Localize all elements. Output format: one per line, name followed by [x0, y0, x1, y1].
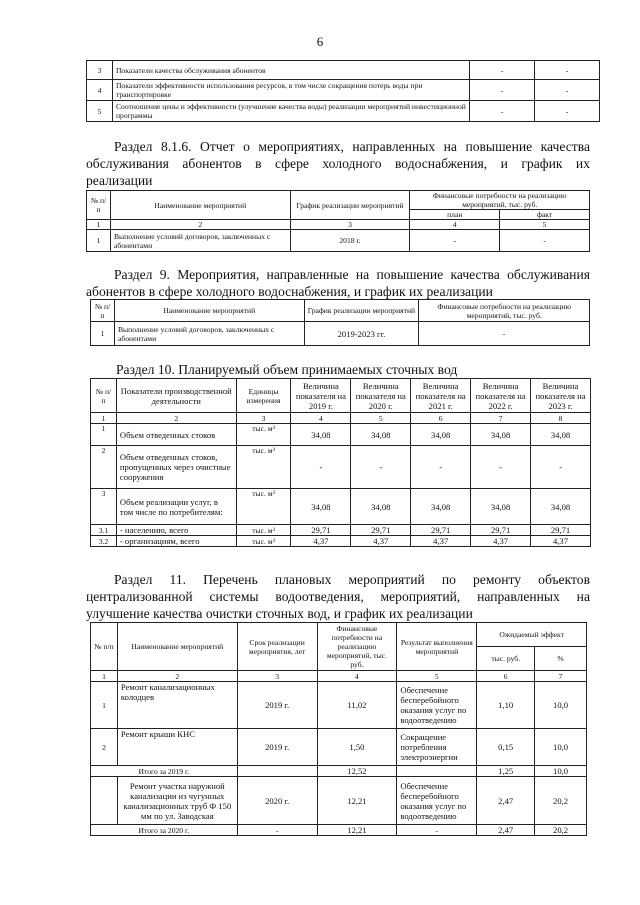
- cell-num: 3.1: [91, 525, 117, 536]
- cell-num: 1: [91, 322, 115, 346]
- index-cell: 4: [291, 413, 351, 424]
- cell-term: 2019 г.: [237, 682, 317, 729]
- index-cell: 7: [535, 671, 587, 682]
- cell-name: Ремонт крыши КНС: [117, 729, 237, 766]
- header-value-2019: Величина показателя на 2019 г.: [291, 379, 351, 413]
- cell-num: 5: [87, 101, 113, 122]
- cell-num: 4: [87, 80, 113, 101]
- cell-num: 2: [91, 729, 118, 766]
- index-cell: 1: [91, 413, 117, 424]
- cell-value: 29,71: [291, 525, 351, 536]
- table-row: [87, 61, 600, 80]
- cell-value: 34,08: [531, 424, 591, 446]
- cell-unit: тыс. м³: [236, 536, 291, 547]
- cell-unit: тыс. м³: [236, 446, 291, 489]
- cell-schedule: 2019-2023 гг.: [304, 322, 419, 346]
- cell-name: Объем отведенных стоков: [116, 424, 236, 446]
- cell-num: 3.2: [91, 536, 117, 547]
- header-num: № п/п: [87, 191, 111, 220]
- header-term: Срок реализации мероприятия, лет: [237, 623, 317, 671]
- header-value-2021: Величина показателя на 2021 г.: [411, 379, 471, 413]
- cell-value: 29,71: [471, 525, 531, 536]
- section-10-table: [90, 378, 591, 547]
- header-schedule: График реализации мероприятий: [304, 300, 419, 322]
- cell-finance: 1,50: [317, 729, 397, 766]
- heading-line: централизованной системы водоотведения, мероприятий, направленных на: [86, 589, 590, 604]
- cell-num: 3: [87, 61, 113, 80]
- table-row: [87, 101, 600, 122]
- total-label: Итого за 2020 г.: [91, 825, 238, 836]
- cell-value: 4,37: [411, 536, 471, 547]
- cell-value: 29,71: [351, 525, 411, 536]
- section-11-table: [90, 622, 587, 836]
- cell-rub: 1,25: [477, 766, 535, 777]
- cell-term: 2020 г.: [237, 777, 317, 825]
- cell-unit: тыс. м³: [236, 525, 291, 536]
- index-cell: 6: [411, 413, 471, 424]
- cell-value: -: [411, 446, 471, 489]
- cell-result: -: [397, 825, 477, 836]
- cell-finance: 12,21: [317, 777, 397, 825]
- cell-name: - организациям, всего: [116, 536, 236, 547]
- table-row: [91, 777, 587, 825]
- cell-result: Обеспечение бесперебойного оказания услуг по водоотведению: [397, 777, 477, 825]
- index-cell: 2: [110, 220, 290, 230]
- cell-value: -: [471, 446, 531, 489]
- index-cell: 5: [397, 671, 477, 682]
- cell-term: [237, 766, 317, 777]
- cell-value: -: [351, 446, 411, 489]
- cell-name: Выполнение условий договоров, заключенных с абонентами: [114, 322, 304, 346]
- index-cell: 3: [290, 220, 410, 230]
- cell-num: 3: [91, 489, 117, 525]
- cell-value: 29,71: [411, 525, 471, 536]
- header-indicator: Показатели производственной деятельности: [116, 379, 236, 413]
- cell-rub: 2,47: [477, 777, 535, 825]
- cell-value: 4,37: [531, 536, 591, 547]
- cell-value: 34,08: [291, 489, 351, 525]
- heading-line: Раздел 9. Мероприятия, направленные на повышение качества обслуживания: [114, 267, 590, 282]
- cell-num: 1: [87, 230, 111, 252]
- cell-name: Объем реализации услуг, в том числе по потребителям:: [116, 489, 236, 525]
- table-row: [91, 446, 591, 489]
- table-row: [91, 525, 591, 536]
- cell-value: 34,08: [351, 489, 411, 525]
- cell-value: 4,37: [471, 536, 531, 547]
- header-name: Наименование мероприятий: [110, 191, 290, 220]
- index-cell: 6: [477, 671, 535, 682]
- cell-value: -: [535, 80, 600, 101]
- cell-fact: -: [500, 230, 590, 252]
- cell-result: Сокращение потребления электроэнергии: [397, 729, 477, 766]
- cell-value: -: [535, 61, 600, 80]
- table-row: [91, 536, 591, 547]
- cell-pct: 20,2: [535, 825, 587, 836]
- index-cell: 5: [351, 413, 411, 424]
- header-finance: Финансовые потребности на реализацию мероприятий, тыс. руб.: [410, 191, 590, 210]
- table-row: [91, 424, 591, 446]
- index-cell: 4: [410, 220, 500, 230]
- cell-rub: 2,47: [477, 825, 535, 836]
- table-row: [91, 682, 587, 729]
- header-num: № п/п: [91, 379, 117, 413]
- header-result: Результат выполнения мероприятий: [397, 623, 477, 671]
- cell-finance: 11,02: [317, 682, 397, 729]
- cell-value: -: [291, 446, 351, 489]
- cell-value: 4,37: [291, 536, 351, 547]
- cell-name: Показатели эффективности использования ресурсов, в том числе сокращения потерь воды при транспортировке: [112, 80, 469, 101]
- index-cell: 1: [91, 671, 118, 682]
- header-unit: Единицы измерения: [236, 379, 291, 413]
- index-cell: 3: [237, 671, 317, 682]
- cell-name: Ремонт канализационных колодцев: [117, 682, 237, 729]
- index-row: [91, 671, 587, 682]
- heading-line: абонентов в сфере холодного водоснабжения, и график их реализации: [86, 284, 493, 299]
- total-label: Итого за 2019 г.: [91, 766, 238, 777]
- cell-rub: 1,10: [477, 682, 535, 729]
- cell-unit: тыс. м³: [236, 424, 291, 446]
- cell-value: 34,08: [531, 489, 591, 525]
- top-table: [86, 60, 600, 122]
- header-effect: Ожидаемый эффект: [477, 623, 587, 647]
- cell-value: -: [531, 446, 591, 489]
- cell-name: Показатели качества обслуживания абонентов: [112, 61, 469, 80]
- cell-value: -: [535, 101, 600, 122]
- cell-value: 34,08: [411, 489, 471, 525]
- heading-line: Раздел 10. Планируемый объем принимаемых сточных вод: [116, 362, 458, 377]
- header-name: Наименование мероприятий: [117, 623, 237, 671]
- cell-pct: 10,0: [535, 766, 587, 777]
- header-fact: факт: [500, 210, 590, 220]
- cell-value: 34,08: [411, 424, 471, 446]
- section-9-table: [90, 299, 590, 346]
- header-name: Наименование мероприятий: [114, 300, 304, 322]
- heading-line: Раздел 11. Перечень плановых мероприятий по ремонту объектов: [114, 572, 590, 587]
- header-value-2022: Величина показателя на 2022 г.: [471, 379, 531, 413]
- cell-value: 4,37: [351, 536, 411, 547]
- header-value-2020: Величина показателя на 2020 г.: [351, 379, 411, 413]
- heading-line: обслуживания абонентов в сфере холодного водоснабжения, и график их: [86, 156, 590, 171]
- table-row: [87, 80, 600, 101]
- total-row: [91, 766, 587, 777]
- index-cell: 8: [531, 413, 591, 424]
- header-finance: Финансовые потребности на реализацию мероприятий, тыс. руб.: [317, 623, 397, 671]
- heading-line: реализации: [86, 173, 153, 188]
- cell-finance: 12,52: [317, 766, 397, 777]
- cell-pct: 10,0: [535, 682, 587, 729]
- header-pct: %: [535, 647, 587, 671]
- cell-name: Выполнение условий договоров, заключенных с абонентами: [110, 230, 290, 252]
- cell-name: Объем отведенных стоков, пропущенных через очистные сооружения: [116, 446, 236, 489]
- cell-result: Обеспечение бесперебойного оказания услуг по водоотведению: [397, 682, 477, 729]
- cell-unit: тыс. м³: [236, 489, 291, 525]
- section-8-1-6-heading: [86, 138, 590, 189]
- section-10-heading: [116, 361, 596, 378]
- cell-value: 34,08: [291, 424, 351, 446]
- cell-finance: 12,21: [317, 825, 397, 836]
- heading-line: улучшение качества очистки сточных вод, и график их реализации: [86, 606, 473, 621]
- cell-num: 2: [91, 446, 117, 489]
- total-row: [91, 825, 587, 836]
- header-finance: Финансовые потребности на реализацию мероприятий, тыс. руб.: [419, 300, 590, 322]
- cell-value: 34,08: [471, 489, 531, 525]
- index-cell: 5: [500, 220, 590, 230]
- cell-finance: -: [419, 322, 590, 346]
- header-rub: тыс. руб.: [477, 647, 535, 671]
- cell-pct: 20,2: [535, 777, 587, 825]
- cell-name: Соотношение цены и эффективности (улучшение качества воды) реализации мероприятий инвестиционной программы: [112, 101, 469, 122]
- cell-plan: -: [410, 230, 500, 252]
- header-value-2023: Величина показателя на 2023 г.: [531, 379, 591, 413]
- page-number: 6: [316, 34, 324, 49]
- cell-value: 34,08: [351, 424, 411, 446]
- heading-line: Раздел 8.1.6. Отчет о мероприятиях, направленных на повышение качества: [114, 139, 590, 154]
- cell-value: -: [470, 61, 535, 80]
- index-cell: 2: [117, 671, 237, 682]
- cell-num: 1: [91, 424, 117, 446]
- section-11-heading: [86, 571, 590, 622]
- section-8-1-6-table: [86, 190, 590, 252]
- index-row: [87, 220, 590, 230]
- cell-value: 34,08: [471, 424, 531, 446]
- cell-term: 2019 г.: [237, 729, 317, 766]
- index-cell: 7: [471, 413, 531, 424]
- index-cell: 1: [87, 220, 111, 230]
- header-schedule: График реализации мероприятий: [290, 191, 410, 220]
- cell-num: 1: [91, 682, 118, 729]
- table-row: [91, 322, 590, 346]
- cell-value: -: [470, 80, 535, 101]
- cell-name: Ремонт участка наружной канализации из чугунных канализационных труб Ф 150 мм по ул. Заводская: [117, 777, 237, 825]
- cell-value: -: [470, 101, 535, 122]
- header-plan: план: [410, 210, 500, 220]
- cell-rub: 0,15: [477, 729, 535, 766]
- table-row: [87, 230, 590, 252]
- cell-value: 29,71: [531, 525, 591, 536]
- header-num: № п/п: [91, 623, 118, 671]
- cell-result: [397, 766, 477, 777]
- table-row: [91, 489, 591, 525]
- index-cell: 3: [236, 413, 291, 424]
- cell-schedule: 2018 г.: [290, 230, 410, 252]
- header-num: № п/п: [91, 300, 115, 322]
- cell-pct: 10,0: [535, 729, 587, 766]
- cell-term: -: [237, 825, 317, 836]
- table-row: [91, 729, 587, 766]
- cell-num: [91, 777, 118, 825]
- index-cell: 4: [317, 671, 397, 682]
- cell-name: - населению, всего: [116, 525, 236, 536]
- section-9-heading: [86, 266, 590, 300]
- index-cell: 2: [116, 413, 236, 424]
- index-row: [91, 413, 591, 424]
